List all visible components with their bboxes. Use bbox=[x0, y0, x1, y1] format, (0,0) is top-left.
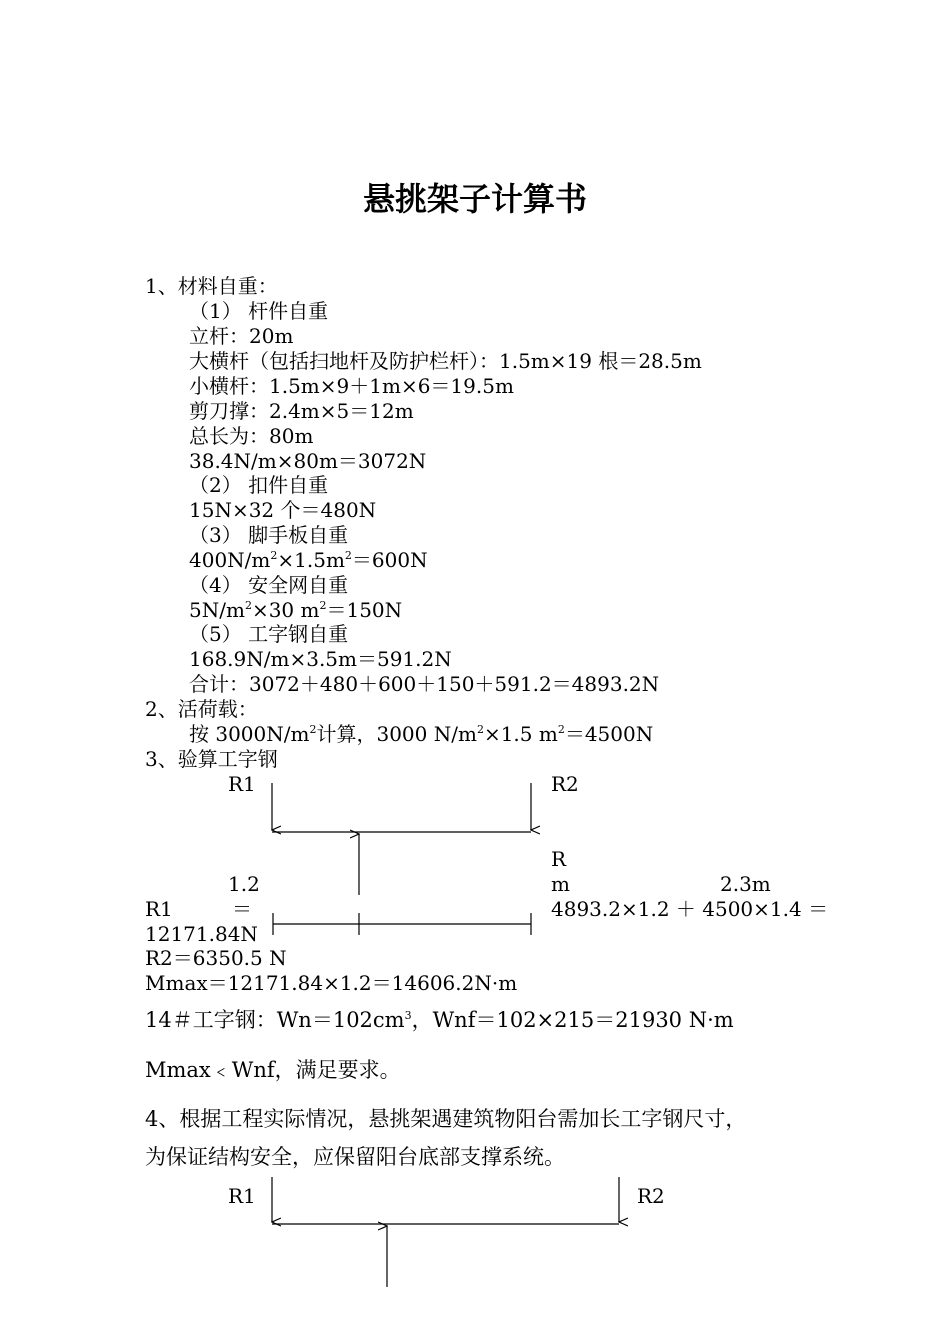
mmax-equation: Mmax＝12171.84×1.2＝14606.2N·m bbox=[145, 971, 518, 995]
item-4-heading: （4） 安全网自重 bbox=[189, 573, 349, 597]
item-1-heading: （1） 杆件自重 bbox=[189, 299, 329, 323]
text-line: 38.4N/m×80m＝3072N bbox=[189, 449, 427, 473]
text-line: 168.9N/m×3.5m＝591.2N bbox=[189, 647, 452, 671]
text-line: 立杆：20m bbox=[189, 324, 294, 348]
r2-equation: R2＝6350.5 N bbox=[145, 946, 287, 970]
label-r2: R2 bbox=[637, 1184, 665, 1208]
label-r1: R1 bbox=[228, 772, 256, 796]
equals-sign: ＝ bbox=[232, 897, 252, 921]
text-line: $5N/m^2\times 30$ $m^2=150N$ bbox=[189, 598, 403, 622]
item-3-heading: （3） 脚手板自重 bbox=[189, 523, 349, 547]
text-line: 大横杆（包括扫地杆及防护栏杆）：1.5m×19 根＝28.5m bbox=[189, 349, 702, 373]
label-r: R bbox=[551, 847, 567, 871]
text-line: 15N×32 个＝480N bbox=[189, 498, 377, 522]
wn-line: 14＃工字钢：$Wn=102cm^3$，Wnf＝102×215＝21930 N·m bbox=[145, 1008, 734, 1032]
r1-label: R1 bbox=[145, 897, 173, 921]
text-line: 按 $3000N/m^2$计算，3000 $N/m^2\times 1.5$ $m^2=4500N$ bbox=[189, 722, 654, 746]
r1-value: 12171.84N bbox=[145, 922, 258, 946]
item-2-heading: （2） 扣件自重 bbox=[189, 473, 329, 497]
section-2-heading: 2、活荷载： bbox=[145, 697, 258, 721]
text-line: $400N/m^2\times 1.5m^2=600N$ bbox=[189, 548, 428, 572]
page-title: 悬挑架子计算书 bbox=[362, 180, 587, 218]
label-r1: R1 bbox=[228, 1184, 256, 1208]
total-line: 合计：3072＋480＋600＋150＋591.2＝4893.2N bbox=[189, 672, 660, 696]
dimension-2-3: 2.3m bbox=[720, 872, 771, 896]
r1-equation: 4893.2×1.2 ＋ 4500×1.4 ＝ bbox=[551, 897, 829, 921]
text-line: 剪刀撑：2.4m×5＝12m bbox=[189, 399, 414, 423]
item-5-heading: （5） 工字钢自重 bbox=[189, 622, 349, 646]
section-3-heading: 3、验算工字钢 bbox=[145, 747, 278, 771]
label-m: m bbox=[551, 872, 570, 896]
text-line: 小横杆：1.5m×9＋1m×6＝19.5m bbox=[189, 374, 514, 398]
dimension-1-2: 1.2 bbox=[228, 872, 260, 896]
section-4-line-1: 4、根据工程实际情况，悬挑架遇建筑物阳台需加长工字钢尺寸， bbox=[145, 1107, 747, 1131]
text-line: 总长为：80m bbox=[189, 424, 314, 448]
section-1-heading: 1、材料自重： bbox=[145, 274, 278, 298]
label-r2: R2 bbox=[551, 772, 579, 796]
section-4-line-2: 为保证结构安全，应保留阳台底部支撑系统。 bbox=[145, 1145, 565, 1169]
conclusion: Mmax﹤Wnf，满足要求。 bbox=[145, 1058, 401, 1082]
